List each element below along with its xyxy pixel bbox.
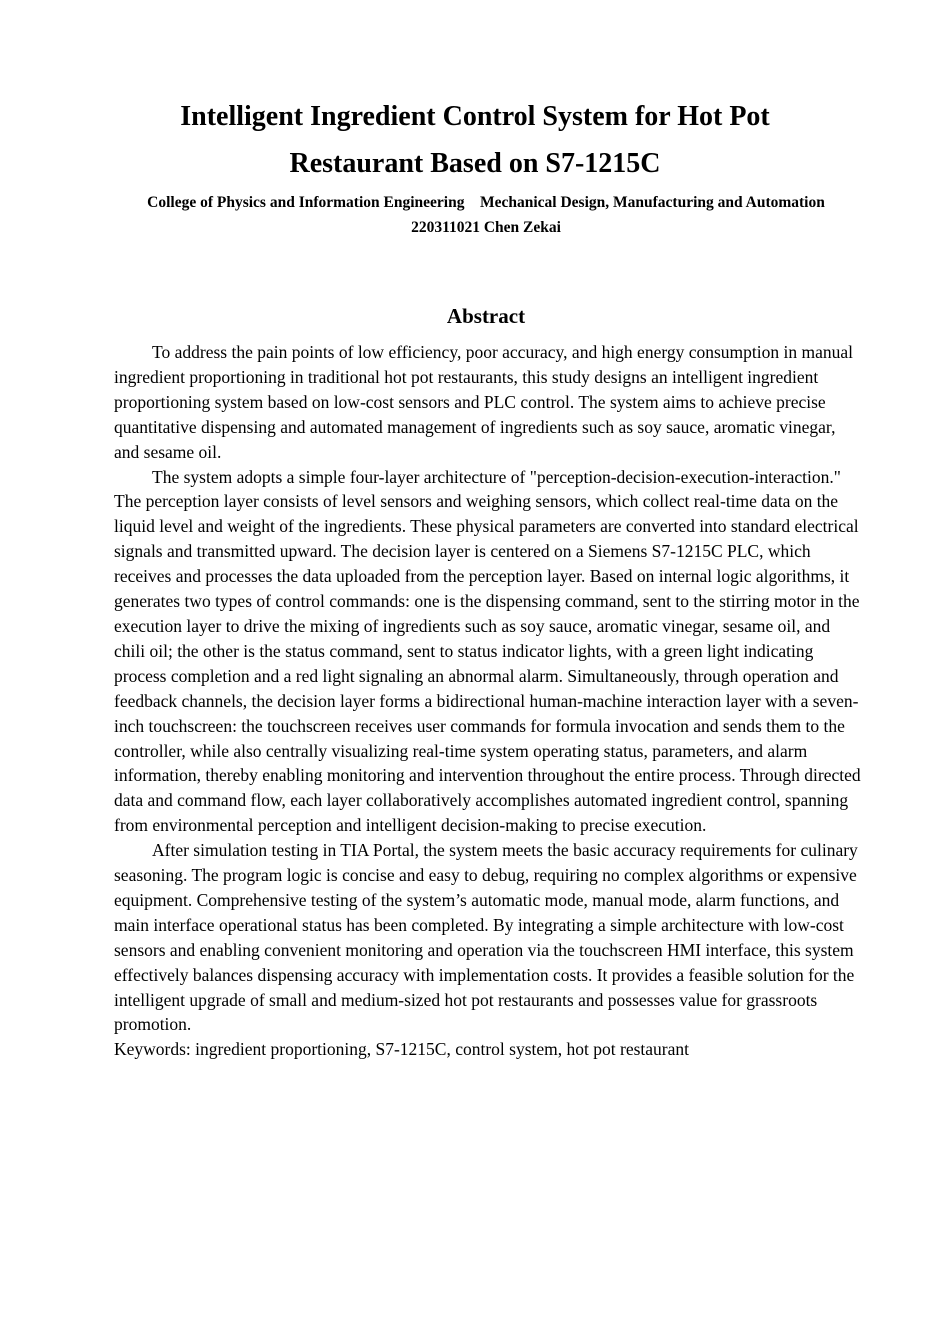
author-id-name: 220311021 Chen Zekai <box>411 219 561 236</box>
abstract-paragraph-1: To address the pain points of low efficiency, poor accuracy, and high energy consumption in manual ingredient proportioning in traditional hot pot restaurants, this study designs an intelligent ingredient proportioning system based on low-cost sensors and PLC control. The system aims to achieve precise quantitative dispensing and automated management of ingredients such as soy sauce, aromatic vinegar, and sesame oil. <box>114 342 854 462</box>
abstract-heading: Abstract <box>446 304 526 328</box>
paper-title-line-1: Intelligent Ingredient Control System for Hot Pot <box>180 101 770 132</box>
author-affiliation: College of Physics and Information Engineering Mechanical Design, Manufacturing and Automation <box>147 194 825 211</box>
paper-title-line-2: Restaurant Based on S7-1215C <box>289 148 661 179</box>
abstract-body <box>114 340 864 1062</box>
abstract-paragraph-3: After simulation testing in TIA Portal, the system meets the basic accuracy requirements for culinary seasoning. The program logic is concise and easy to debug, requiring no complex algorithms or expensive equipment. Comprehensive testing of the system’s automatic mode, manual mode, alarm functions, and main interface operational status has been completed. By integrating a simple architecture with low-cost sensors and enabling convenient monitoring and operation via the touchscreen HMI interface, this system effectively balances dispensing accuracy with implementation costs. It provides a feasible solution for the intelligent upgrade of small and medium-sized hot pot restaurants and possesses value for grassroots promotion. <box>114 840 858 1035</box>
abstract-paragraph-2: The system adopts a simple four-layer architecture of "perception-decision-execution-interaction." The perception layer consists of level sensors and weighing sensors, which collect real-time data on the liquid level and weight of the ingredients. These physical parameters are converted into standard electrical signals and transmitted upward. The decision layer is centered on a Siemens S7-1215C PLC, which receives and processes the data uploaded from the perception layer. Based on internal logic algorithms, it generates two types of control commands: one is the dispensing command, sent to the stirring motor in the execution layer to drive the mixing of ingredients such as soy sauce, aromatic vinegar, sesame oil, and chili oil; the other is the status command, sent to status indicator lights, with a green light indicating process completion and a red light signaling an abnormal alarm. Simultaneously, through operation and feedback channels, the decision layer forms a bidirectional human-machine interaction layer with a seven-inch touchscreen: the touchscreen receives user commands for formula invocation and sends them to the controller, while also centrally visualizing real-time system operating status, parameters, and alarm information, thereby enabling monitoring and intervention throughout the entire process. Through directed data and command flow, each layer collaboratively accomplishes automated ingredient control, spanning from environmental perception and intelligent decision-making to precise execution. <box>114 466 861 836</box>
keywords-line: Keywords: ingredient proportioning, S7-1215C, control system, hot pot restaurant <box>114 1039 689 1060</box>
